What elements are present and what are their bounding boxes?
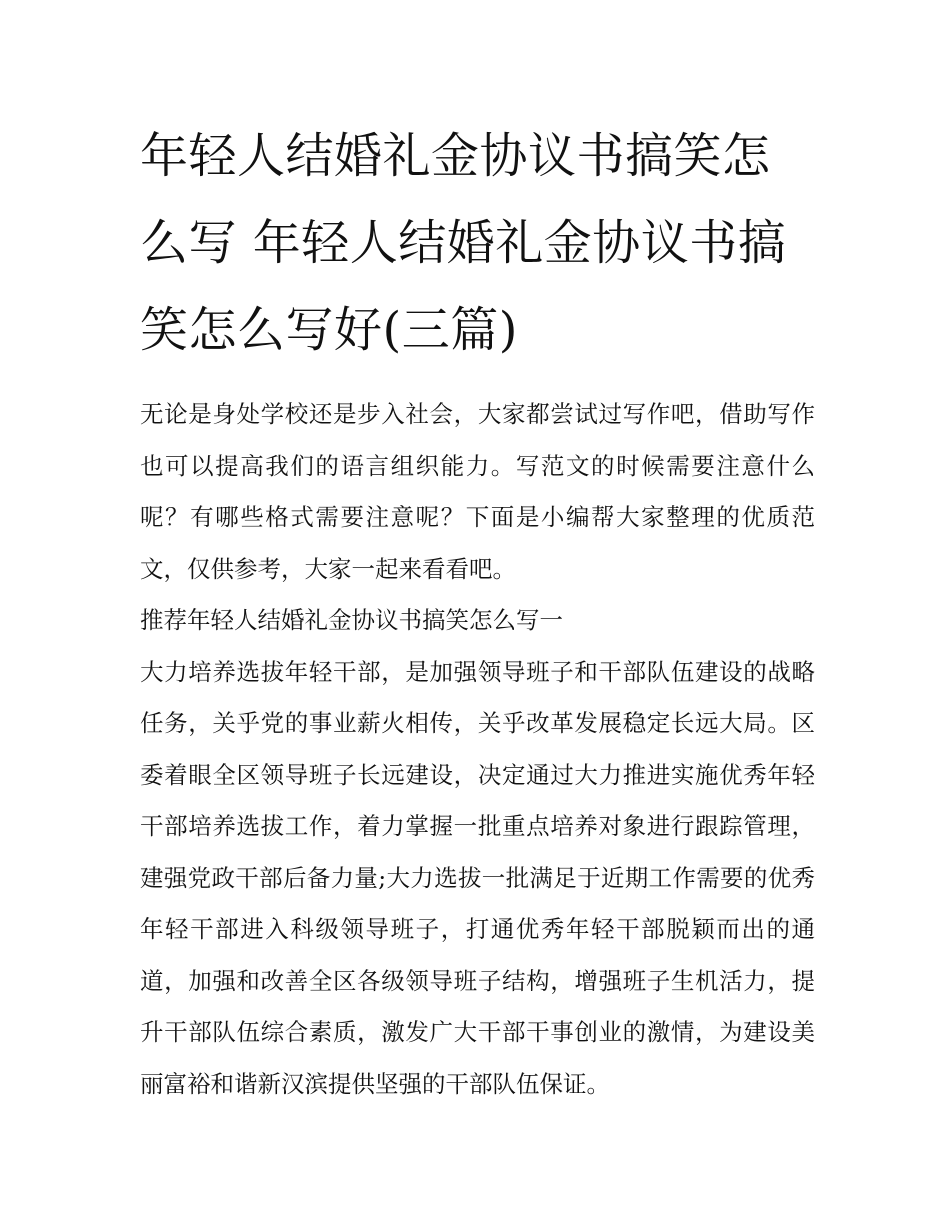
- section-heading: 推荐年轻人结婚礼金协议书搞笑怎么写一: [140, 606, 563, 634]
- document-title: 年轻人结婚礼金协议书搞笑怎么写 年轻人结婚礼金协议书搞笑怎么写好(三篇): [140, 128, 787, 358]
- document-page: [140, 113, 815, 1110]
- body-paragraph: 大力培养选拔年轻干部，是加强领导班子和干部队伍建设的战略任务，关乎党的事业薪火相传，关乎改革发展稳定长远大局。区委着眼全区领导班子长远建设，决定通过大力推进实施优秀年轻干部培养选拔工作，着力掌握一批重点培养对象进行跟踪管理，建强党政干部后备力量;大力选拔一批满足于近期工作需要的优秀年轻干部进入科级领导班子，打通优秀年轻干部脱颖而出的通道，加强和改善全区各级领导班子结构，增强班子生机活力，提升干部队伍综合素质，激发广大干部干事创业的激情，为建设美丽富裕和谐新汉滨提供坚强的干部队伍保证。: [140, 657, 815, 1098]
- intro-paragraph: 无论是身处学校还是步入社会，大家都尝试过写作吧，借助写作也可以提高我们的语言组织能力。写范文的时候需要注意什么呢？有哪些格式需要注意呢？下面是小编帮大家整理的优质范文，仅供参考，大家一起来看看吧。: [140, 400, 815, 583]
